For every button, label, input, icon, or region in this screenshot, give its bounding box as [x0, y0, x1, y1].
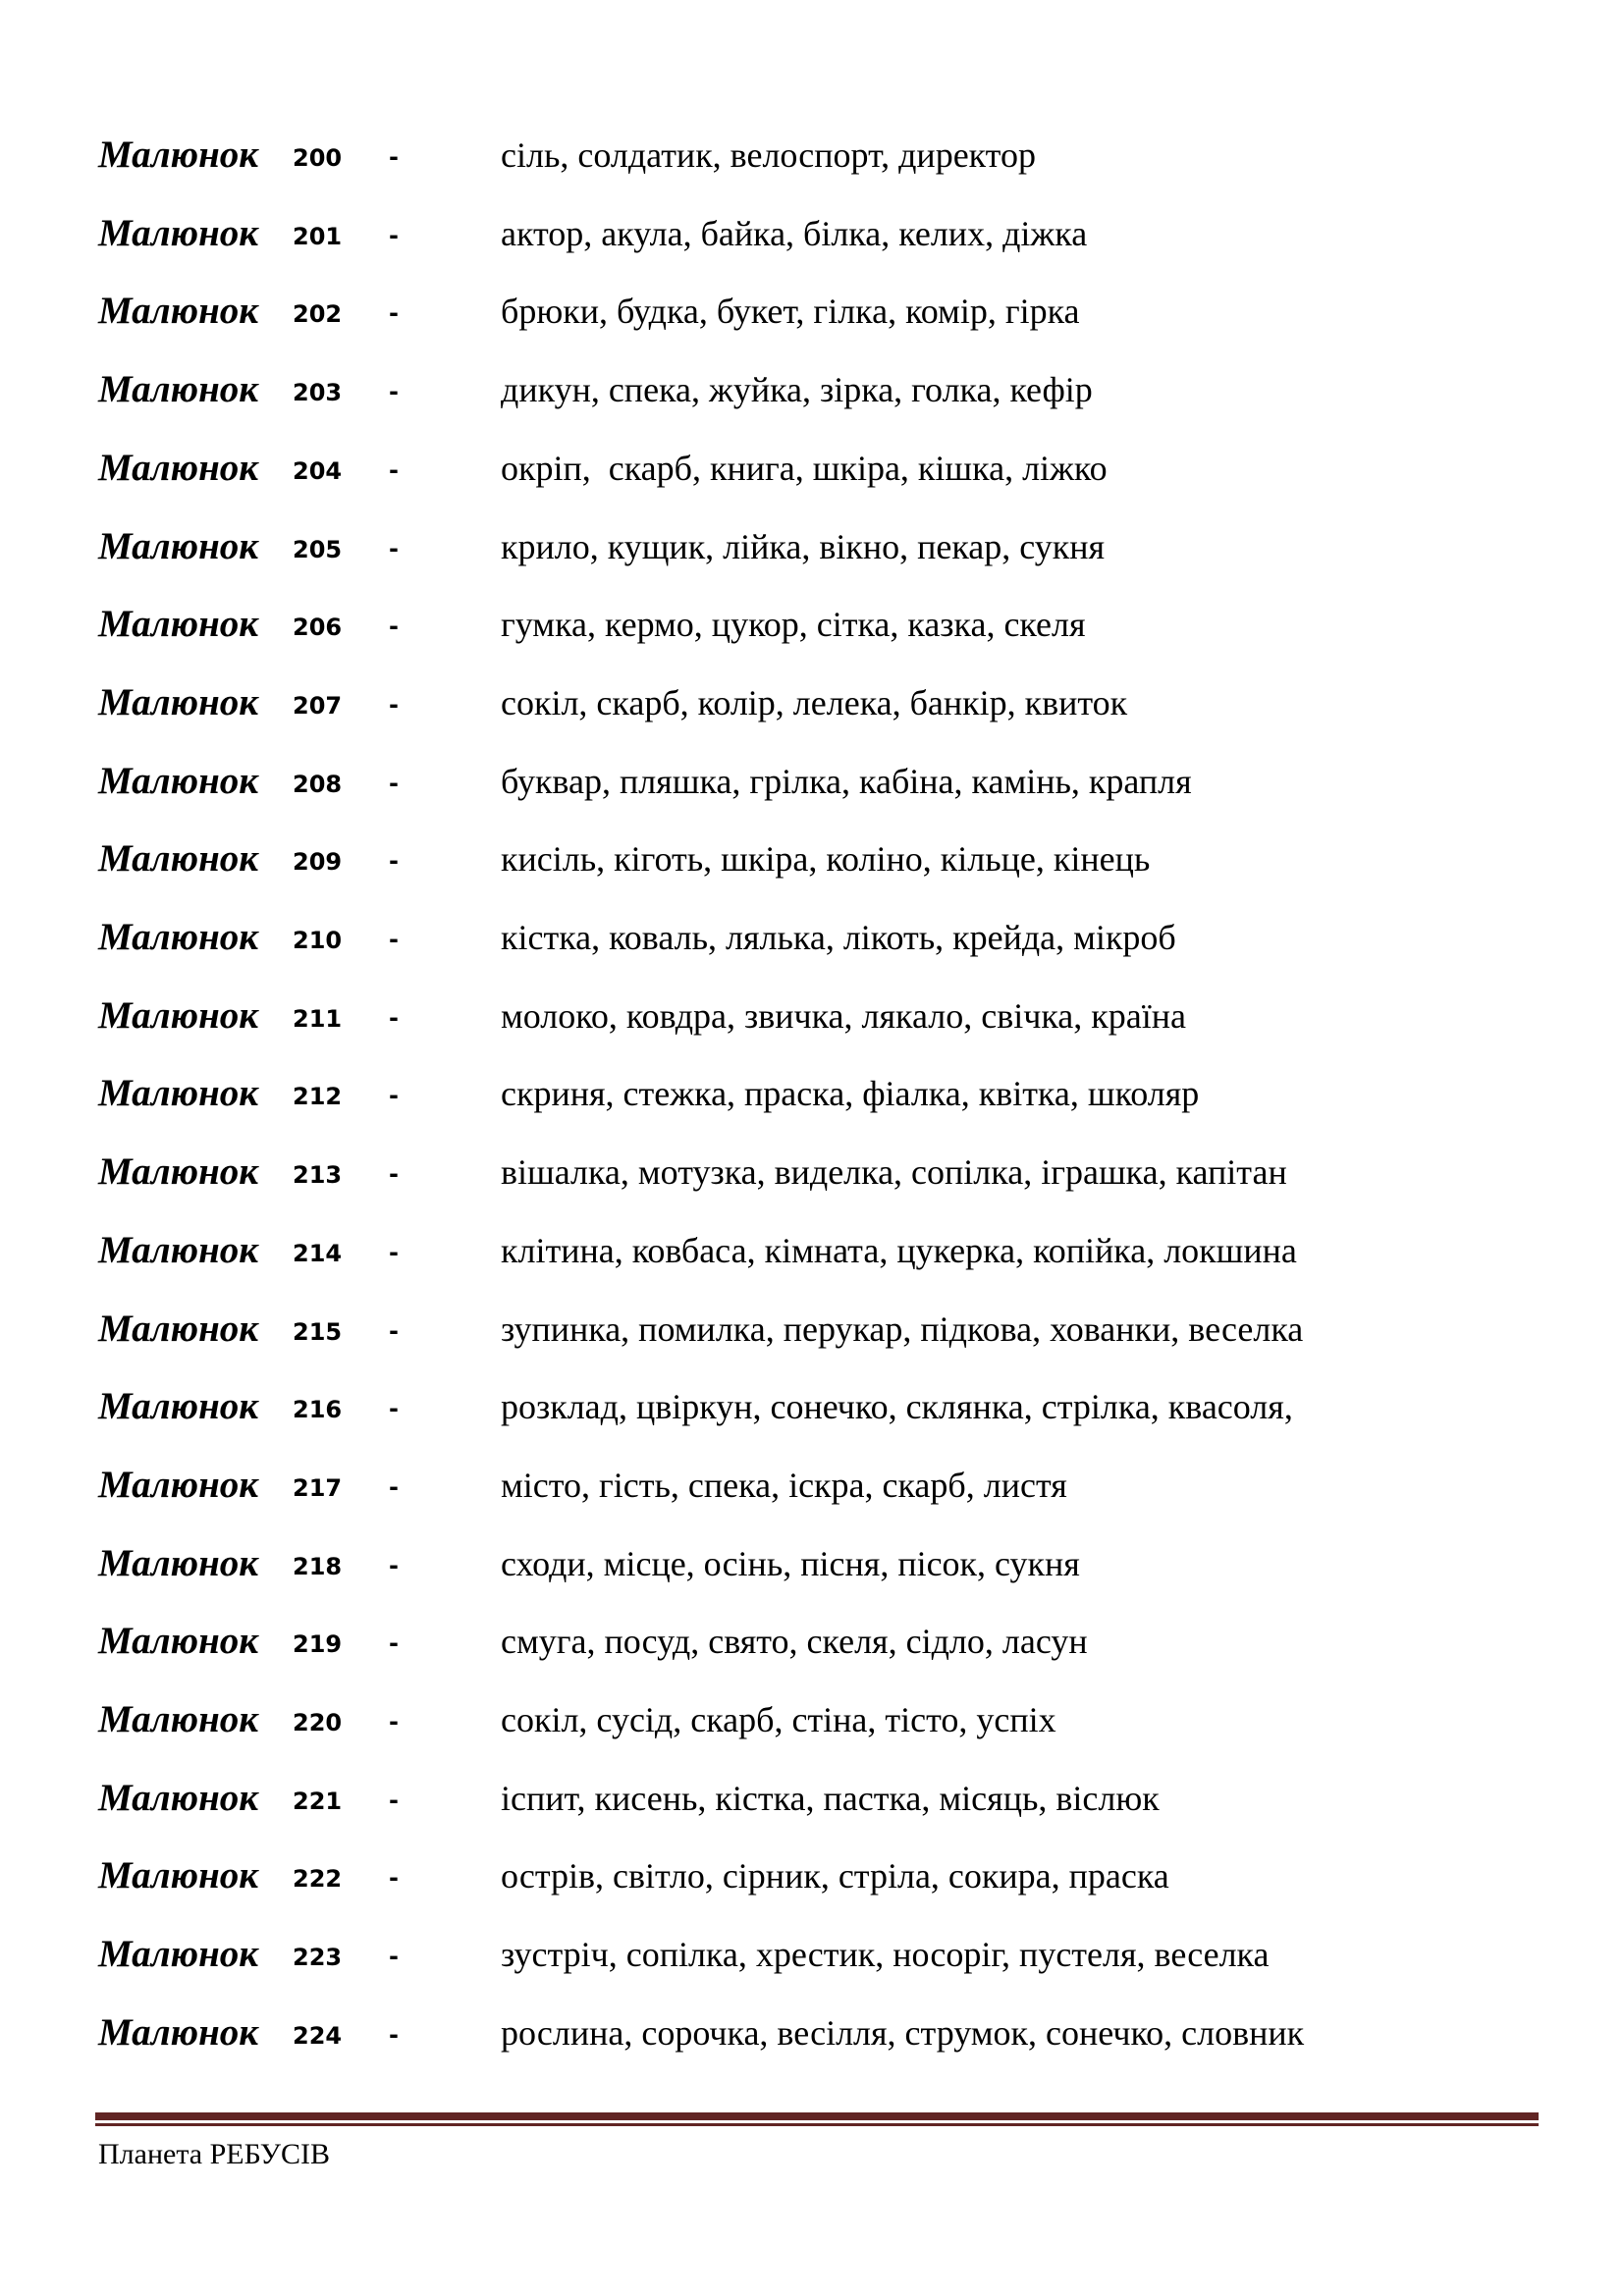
entry-words: брюки, будка, букет, гілка, комір, гірка — [501, 292, 1080, 332]
entry-row — [0, 1143, 1623, 1201]
entry-number: 217 — [293, 1473, 343, 1502]
entry-number: 220 — [293, 1709, 343, 1736]
entry-dash: - — [389, 1082, 399, 1110]
entry-dash: - — [389, 221, 399, 249]
entry-words: актор, акула, байка, білка, келих, діжка — [501, 213, 1088, 253]
entry-number: 222 — [293, 1865, 343, 1894]
entry-number: 208 — [293, 770, 343, 798]
entry-row — [0, 282, 1623, 341]
entry-words: скриня, стежка, праска, фіалка, квітка, школяр — [501, 1074, 1200, 1114]
entry-row — [0, 829, 1623, 888]
entry-number: 209 — [293, 848, 343, 877]
footer-rule-thin — [95, 2123, 1539, 2126]
entry-words: сокіл, сусід, скарб, стіна, тісто, успіх — [501, 1700, 1056, 1739]
entry-label: Малюнок — [98, 1933, 259, 1976]
entry-number: 201 — [293, 222, 343, 250]
entry-dash: - — [389, 1160, 399, 1189]
entry-label: Малюнок — [98, 1854, 259, 1897]
entry-words: дикун, спека, жуйка, зірка, голка, кефір — [501, 370, 1093, 410]
entry-number: 218 — [293, 1552, 343, 1580]
entry-label: Малюнок — [98, 1620, 259, 1663]
entry-number: 224 — [293, 2021, 343, 2050]
entry-row — [0, 1064, 1623, 1123]
entry-words: молоко, ковдра, звичка, лякало, свічка, країна — [501, 995, 1186, 1036]
entry-row — [0, 908, 1623, 967]
entry-row — [0, 595, 1623, 654]
entry-dash: - — [389, 847, 399, 876]
entry-row — [0, 1456, 1623, 1515]
entry-label: Малюнок — [98, 446, 259, 489]
entry-label: Малюнок — [98, 1150, 259, 1194]
entry-dash: - — [389, 1864, 399, 1893]
entry-label: Малюнок — [98, 993, 259, 1037]
entry-number: 205 — [293, 535, 343, 563]
entry-dash: - — [389, 613, 399, 641]
entry-label: Малюнок — [98, 1698, 259, 1740]
entry-dash: - — [389, 378, 399, 406]
entry-row — [0, 439, 1623, 498]
entry-row — [0, 1300, 1623, 1359]
entry-row — [0, 1377, 1623, 1436]
entry-words: смуга, посуд, свято, скеля, сідло, ласун — [501, 1622, 1088, 1662]
entry-words: клітина, ковбаса, кімната, цукерка, копійка, локшина — [501, 1230, 1297, 1270]
entry-words: гумка, кермо, цукор, сітка, казка, скеля — [501, 605, 1086, 645]
entry-number: 204 — [293, 456, 343, 485]
entry-dash: - — [389, 455, 399, 484]
entry-row — [0, 1612, 1623, 1671]
entry-label: Малюнок — [98, 2010, 259, 2054]
entry-words: вішалка, мотузка, виделка, сопілка, іграшка, капітан — [501, 1152, 1287, 1193]
entry-label: Малюнок — [98, 1307, 259, 1350]
entry-dash: - — [389, 1551, 399, 1579]
entry-label: Малюнок — [98, 837, 259, 881]
entry-number: 215 — [293, 1317, 343, 1346]
entry-words: кістка, коваль, лялька, лікоть, крейда, мікроб — [501, 918, 1176, 957]
entry-words: місто, гість, спека, іскра, скарб, листя — [501, 1465, 1067, 1505]
entry-label: Малюнок — [98, 290, 259, 333]
entry-dash: - — [389, 1238, 399, 1266]
entry-words: сходи, місце, осінь, пісня, пісок, сукня — [501, 1543, 1080, 1583]
entry-dash: - — [389, 1708, 399, 1735]
entry-row — [0, 1534, 1623, 1593]
entry-words: окріп, скарб, книга, шкіра, кішка, ліжко — [501, 448, 1108, 488]
entry-row — [0, 204, 1623, 263]
entry-number: 221 — [293, 1787, 343, 1815]
entry-number: 223 — [293, 1944, 343, 1972]
entry-dash: - — [389, 1395, 399, 1423]
entry-row — [0, 1690, 1623, 1749]
entry-label: Малюнок — [98, 368, 259, 411]
entry-words: буквар, пляшка, грілка, кабіна, камінь, крапля — [501, 761, 1192, 801]
entry-label: Малюнок — [98, 524, 259, 567]
entry-words: рослина, сорочка, весілля, струмок, сонечко, словник — [501, 2012, 1305, 2053]
entry-dash: - — [389, 1943, 399, 1971]
entry-dash: - — [389, 534, 399, 562]
footer-rule-thick — [95, 2112, 1539, 2120]
entry-words: розклад, цвіркун, сонечко, склянка, стрілка, квасоля, — [501, 1387, 1293, 1427]
entry-row — [0, 360, 1623, 419]
entry-words: сіль, солдатик, велоспорт, директор — [501, 135, 1036, 175]
entry-dash: - — [389, 926, 399, 953]
entry-label: Малюнок — [98, 1463, 259, 1506]
entry-dash: - — [389, 769, 399, 797]
entry-label: Малюнок — [98, 916, 259, 958]
entry-words: кисіль, кіготь, шкіра, коліно, кільце, кінець — [501, 839, 1151, 880]
entry-number: 207 — [293, 691, 343, 720]
entry-dash: - — [389, 1472, 399, 1501]
entry-number: 213 — [293, 1161, 343, 1190]
entry-row — [0, 1221, 1623, 1280]
entry-dash: - — [389, 143, 399, 171]
entry-number: 216 — [293, 1396, 343, 1424]
entry-words: крило, кущик, лійка, вікно, пекар, сукня — [501, 526, 1106, 566]
entry-row — [0, 2003, 1623, 2062]
entry-words: острів, світло, сірник, стріла, сокира, праска — [501, 1856, 1169, 1896]
entry-row — [0, 752, 1623, 811]
entry-words: зупинка, помилка, перукар, підкова, хованки, веселка — [501, 1308, 1304, 1349]
entry-number: 203 — [293, 379, 343, 407]
entry-words: сокіл, скарб, колір, лелека, банкір, квиток — [501, 682, 1128, 722]
entry-label: Малюнок — [98, 759, 259, 802]
entry-dash: - — [389, 1316, 399, 1345]
entry-words: іспит, кисень, кістка, пастка, місяць, віслюк — [501, 1778, 1160, 1818]
entry-row — [0, 517, 1623, 576]
entry-row — [0, 1925, 1623, 1984]
entry-words: зустріч, сопілка, хрестик, носоріг, пустеля, веселка — [501, 1935, 1270, 1975]
entry-dash: - — [389, 1629, 399, 1658]
entry-number: 202 — [293, 300, 343, 329]
entry-number: 200 — [293, 144, 343, 172]
entry-number: 219 — [293, 1630, 343, 1659]
entry-dash: - — [389, 1786, 399, 1814]
entry-number: 212 — [293, 1083, 343, 1111]
entry-dash: - — [389, 2020, 399, 2049]
entry-row — [0, 126, 1623, 185]
entry-number: 214 — [293, 1239, 343, 1267]
entry-row — [0, 1769, 1623, 1828]
entry-label: Малюнок — [98, 1385, 259, 1428]
entry-row — [0, 1846, 1623, 1905]
entry-row — [0, 673, 1623, 732]
entry-label: Малюнок — [98, 133, 259, 176]
entry-label: Малюнок — [98, 1228, 259, 1271]
entry-number: 210 — [293, 927, 343, 954]
entry-dash: - — [389, 299, 399, 328]
entry-label: Малюнок — [98, 1776, 259, 1819]
entry-row — [0, 987, 1623, 1045]
entry-dash: - — [389, 1003, 399, 1032]
footer-text: Планета РЕБУСІВ — [98, 2138, 331, 2170]
entry-label: Малюнок — [98, 603, 259, 646]
entry-label: Малюнок — [98, 1541, 259, 1584]
entry-number: 211 — [293, 1004, 343, 1033]
entry-dash: - — [389, 690, 399, 719]
entry-label: Малюнок — [98, 1072, 259, 1115]
entry-label: Малюнок — [98, 211, 259, 254]
entry-number: 206 — [293, 614, 343, 642]
entry-label: Малюнок — [98, 680, 259, 723]
